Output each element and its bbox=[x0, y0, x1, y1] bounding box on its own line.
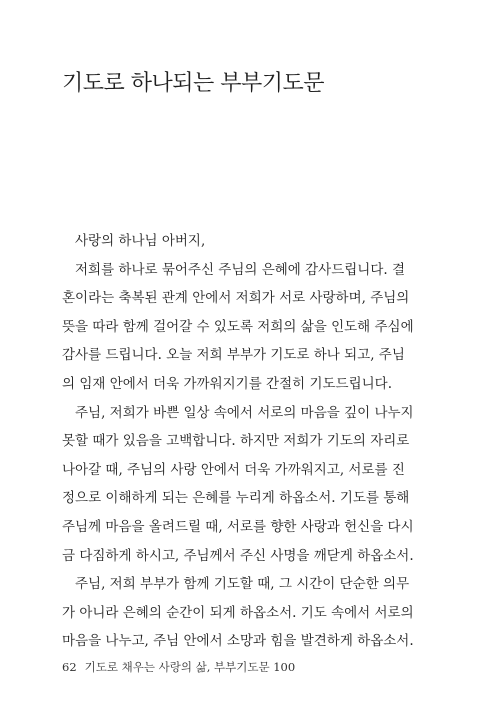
prayer-line: 혼이라는 축복된 관계 안에서 저희가 서로 사랑하며, 주님의 bbox=[62, 290, 410, 307]
page-footer bbox=[62, 659, 295, 675]
page-title: 기도로 하나되는 부부기도문 bbox=[62, 71, 325, 96]
prayer-line: 의 임재 안에서 더욱 가까워지기를 간절히 기도드립니다. bbox=[62, 375, 392, 392]
prayer-line: 저희를 하나로 묶어주신 주님의 은혜에 감사드립니다. 결 bbox=[75, 261, 405, 278]
prayer-line: 금 다짐하게 하시고, 주님께서 주신 사명을 깨닫게 하옵소서. bbox=[62, 547, 414, 564]
prayer-line: 뜻을 따라 함께 걸어갈 수 있도록 저희의 삶을 인도해 주심에 bbox=[62, 318, 414, 335]
prayer-line: 마음을 나누고, 주님 안에서 소망과 힘을 발견하게 하옵소서. bbox=[62, 633, 414, 650]
prayer-line: 감사를 드립니다. 오늘 저희 부부가 기도로 하나 되고, 주님 bbox=[62, 347, 405, 364]
prayer-line: 못할 때가 있음을 고백합니다. 하지만 저희가 기도의 자리로 bbox=[62, 433, 410, 450]
prayer-body bbox=[62, 227, 438, 656]
prayer-line: 주님, 저희 부부가 함께 기도할 때, 그 시간이 단순한 의무 bbox=[75, 576, 410, 593]
page-number: 62 bbox=[62, 660, 77, 674]
book-title: 기도로 채우는 사랑의 삶, 부부기도문 100 bbox=[84, 660, 296, 674]
prayer-line: 사랑의 하나님 아버지, bbox=[75, 233, 206, 249]
prayer-line: 정으로 이해하게 되는 은혜를 누리게 하옵소서. 기도를 통해 bbox=[62, 490, 410, 507]
prayer-line: 주님께 마음을 올려드릴 때, 서로를 향한 사랑과 헌신을 다시 bbox=[62, 518, 414, 535]
prayer-line: 나아갈 때, 주님의 사랑 안에서 더욱 가까워지고, 서로를 진 bbox=[62, 461, 405, 478]
prayer-line: 주님, 저희가 바쁜 일상 속에서 서로의 마음을 깊이 나누지 bbox=[75, 404, 414, 421]
prayer-line: 가 아니라 은혜의 순간이 되게 하옵소서. 기도 속에서 서로의 bbox=[62, 604, 414, 621]
